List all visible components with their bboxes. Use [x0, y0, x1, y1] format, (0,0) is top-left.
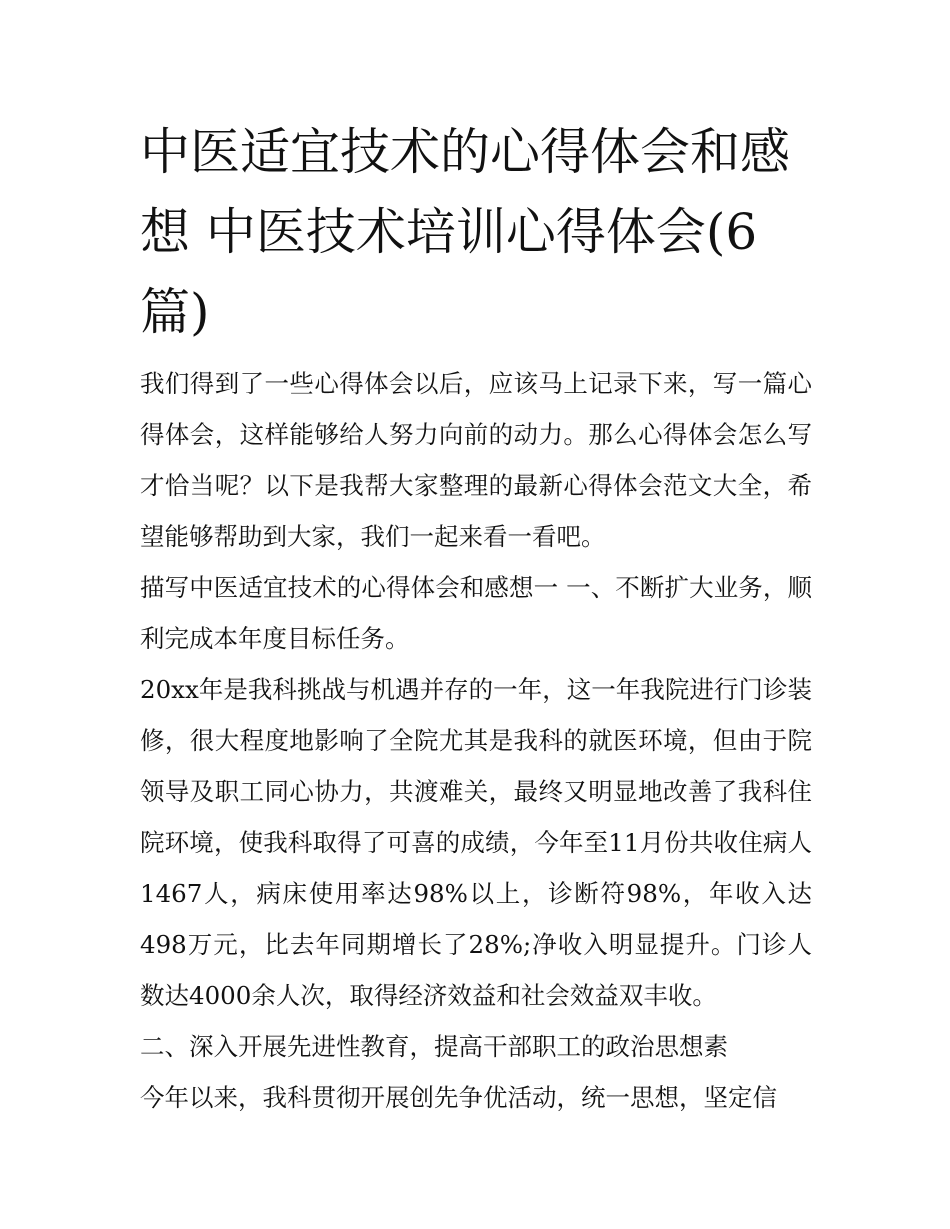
intro-paragraph: 我们得到了一些心得体会以后，应该马上记录下来，写一篇心得体会，这样能够给人努力向前的动力。那么心得体会怎么写才恰当呢？以下是我帮大家整理的最新心得体会范文大全，希望能够帮助到大家，我们一起来看一看吧。: [140, 369, 812, 551]
document-page: [140, 112, 812, 1123]
section-one-heading: 描写中医适宜技术的心得体会和感想一 一、不断扩大业务，顺利完成本年度目标任务。: [140, 573, 812, 653]
section-two-heading: 二、深入开展先进性教育，提高干部职工的政治思想素: [140, 1032, 728, 1061]
document-title: 中医适宜技术的心得体会和感想 中医技术培训心得体会(6篇): [140, 123, 790, 341]
section-one-body: 20xx年是我科挑战与机遇并存的一年，这一年我院进行门诊装修，很大程度地影响了全院尤其是我科的就医环境，但由于院领导及职工同心协力，共渡难关，最终又明显地改善了我科住院环境，使我科取得了可喜的成绩，今年至11月份共收住病人1467人，病床使用率达98%以上，诊断符98%，年收入达498万元，比去年同期增长了28%;净收入明显提升。门诊人数达4000余人次，取得经济效益和社会效益双丰收。: [140, 675, 812, 1010]
section-two-body: 今年以来，我科贯彻开展创先争优活动，统一思想，坚定信: [140, 1083, 777, 1112]
